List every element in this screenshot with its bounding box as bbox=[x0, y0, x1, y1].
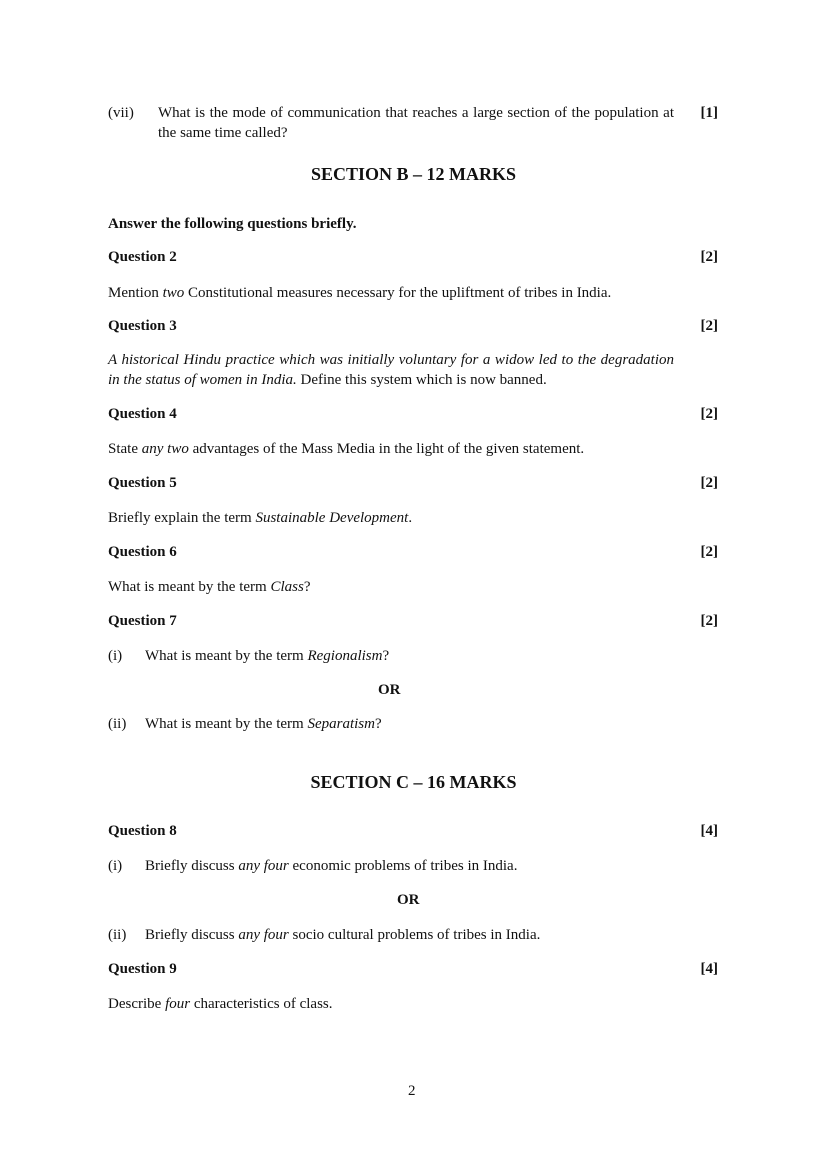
question-text: Describe four characteristics of class. bbox=[108, 996, 333, 1012]
marks: [2] bbox=[700, 475, 718, 491]
question-text: What is meant by the term Class? bbox=[108, 579, 311, 595]
question-label: Question 7 bbox=[108, 613, 177, 629]
option-text: Briefly discuss any four socio cultural problems of tribes in India. bbox=[145, 927, 541, 943]
option-text: What is meant by the term Regionalism? bbox=[145, 648, 390, 664]
question-text: A historical Hindu practice which was initially voluntary for a widow led to the degradation in the status of women in India. Define this system which is now banned. bbox=[108, 352, 674, 388]
question-text: State any two advantages of the Mass Media in the light of the given statement. bbox=[108, 441, 585, 457]
option-text: Briefly discuss any four economic problems of tribes in India. bbox=[145, 858, 518, 874]
or-separator: OR bbox=[397, 892, 420, 908]
question-label: Question 9 bbox=[108, 961, 177, 977]
option-number: (i) bbox=[108, 648, 123, 664]
question-label: Question 4 bbox=[108, 406, 177, 422]
marks: [2] bbox=[700, 249, 718, 265]
marks: [2] bbox=[700, 544, 718, 560]
question-text: Briefly explain the term Sustainable Development. bbox=[108, 510, 413, 526]
option-number: (ii) bbox=[108, 716, 127, 732]
section-b-title: SECTION B – 12 MARKS bbox=[310, 164, 517, 184]
question-label: Question 6 bbox=[108, 544, 177, 560]
marks: [2] bbox=[700, 613, 718, 629]
marks: [4] bbox=[700, 823, 718, 839]
question-label: Question 5 bbox=[108, 475, 177, 491]
marks: [1] bbox=[700, 105, 718, 121]
page-number: 2 bbox=[408, 1083, 416, 1099]
instruction: Answer the following questions briefly. bbox=[108, 216, 357, 232]
marks: [4] bbox=[700, 961, 718, 977]
question-number: (vii) bbox=[108, 105, 134, 121]
question-text: Mention two Constitutional measures necessary for the upliftment of tribes in India. bbox=[108, 285, 612, 301]
question-text: What is the mode of communication that reaches a large section of the population at the same time called? bbox=[158, 105, 674, 141]
marks: [2] bbox=[700, 318, 718, 334]
option-number: (i) bbox=[108, 858, 123, 874]
option-number: (ii) bbox=[108, 927, 127, 943]
question-label: Question 2 bbox=[108, 249, 177, 265]
or-separator: OR bbox=[378, 682, 401, 698]
question-label: Question 3 bbox=[108, 318, 177, 334]
marks: [2] bbox=[700, 406, 718, 422]
section-c-title: SECTION C – 16 MARKS bbox=[310, 772, 517, 792]
option-text: What is meant by the term Separatism? bbox=[145, 716, 382, 732]
question-label: Question 8 bbox=[108, 823, 177, 839]
